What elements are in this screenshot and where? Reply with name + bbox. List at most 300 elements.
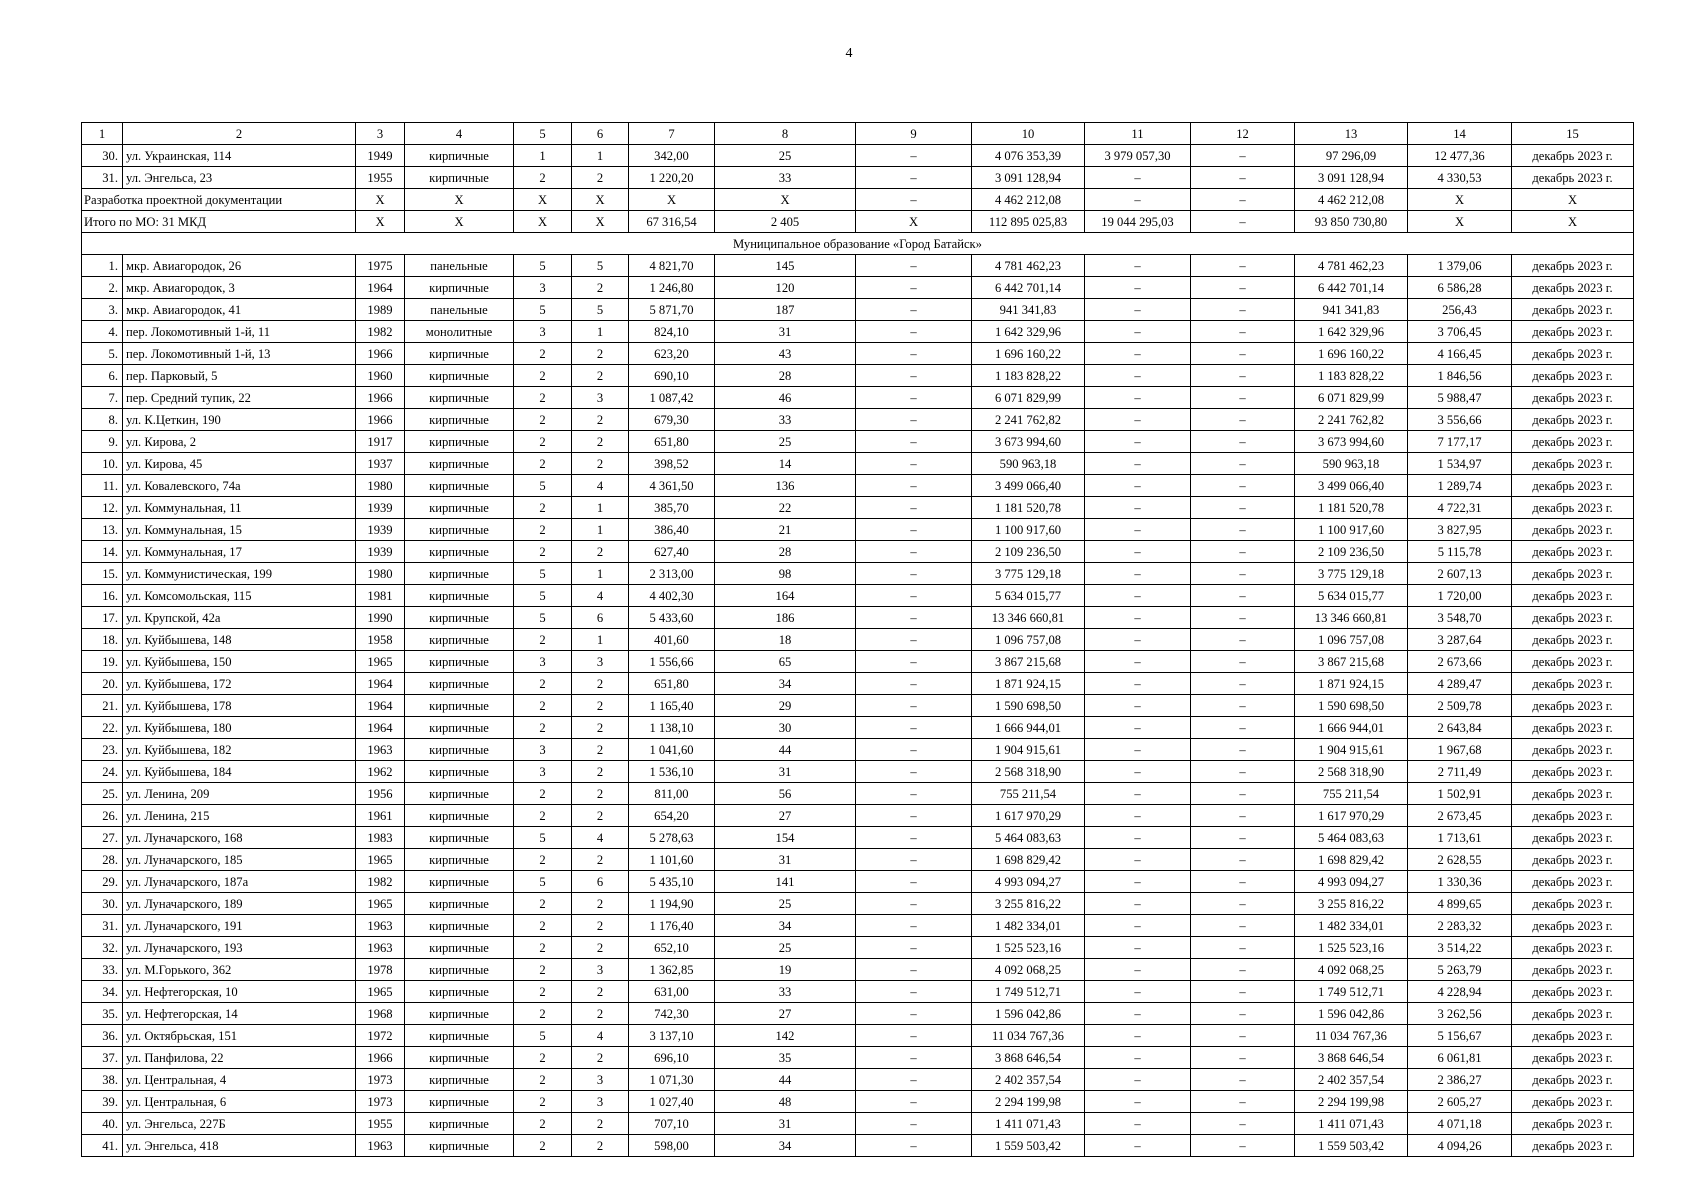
cell-res: 27 xyxy=(715,805,856,827)
cell-c13: 2 402 357,54 xyxy=(1295,1069,1408,1091)
cell-res: 33 xyxy=(715,981,856,1003)
cell-ent: 2 xyxy=(572,805,629,827)
address-cell: ул. Комсомольская, 115 xyxy=(123,585,356,607)
cell-c9: – xyxy=(856,805,972,827)
cell-ent: 3 xyxy=(572,1091,629,1113)
table-row xyxy=(82,299,1634,321)
cell-c9: – xyxy=(856,761,972,783)
cell-mat: кирпичные xyxy=(405,277,514,299)
cell-c11: – xyxy=(1085,805,1191,827)
cell-area: 824,10 xyxy=(629,321,715,343)
cell-year: 1990 xyxy=(356,607,405,629)
cell-c10: 1 590 698,50 xyxy=(972,695,1085,717)
table-row xyxy=(82,541,1634,563)
table-row xyxy=(82,409,1634,431)
cell-area: 1 041,60 xyxy=(629,739,715,761)
cell-year: 1965 xyxy=(356,849,405,871)
column-number-cell: 6 xyxy=(572,123,629,145)
cell-area: 627,40 xyxy=(629,541,715,563)
cell-c13: 2 241 762,82 xyxy=(1295,409,1408,431)
cell-mat: кирпичные xyxy=(405,453,514,475)
cell-fl: 3 xyxy=(514,739,572,761)
cell-c14: 256,43 xyxy=(1408,299,1512,321)
cell-c12: – xyxy=(1191,321,1295,343)
table-row xyxy=(82,387,1634,409)
cell-year: 1964 xyxy=(356,695,405,717)
row-number: 10. xyxy=(82,453,123,475)
cell-mat: X xyxy=(405,211,514,233)
cell-c9: – xyxy=(856,431,972,453)
cell-area: 679,30 xyxy=(629,409,715,431)
cell-fl: 2 xyxy=(514,695,572,717)
cell-res: 28 xyxy=(715,365,856,387)
table-row xyxy=(82,343,1634,365)
cell-ent: 2 xyxy=(572,541,629,563)
cell-ent: 1 xyxy=(572,145,629,167)
cell-c14: 5 115,78 xyxy=(1408,541,1512,563)
table-body xyxy=(82,123,1634,1157)
cell-fl: 2 xyxy=(514,541,572,563)
cell-fl: 5 xyxy=(514,255,572,277)
cell-ent: 2 xyxy=(572,673,629,695)
cell-c12: – xyxy=(1191,431,1295,453)
table-row xyxy=(82,1025,1634,1047)
cell-c12: – xyxy=(1191,365,1295,387)
cell-ent: 2 xyxy=(572,717,629,739)
cell-c11: – xyxy=(1085,255,1191,277)
cell-c10: 1 482 334,01 xyxy=(972,915,1085,937)
cell-c10: 11 034 767,36 xyxy=(972,1025,1085,1047)
table-row xyxy=(82,475,1634,497)
table-row xyxy=(82,255,1634,277)
page-number: 4 xyxy=(845,46,853,61)
cell-c15: декабрь 2023 г. xyxy=(1512,739,1634,761)
address-cell: ул. Куйбышева, 172 xyxy=(123,673,356,695)
cell-c9: – xyxy=(856,189,972,211)
cell-mat: кирпичные xyxy=(405,695,514,717)
cell-area: 5 435,10 xyxy=(629,871,715,893)
row-number: 17. xyxy=(82,607,123,629)
cell-c9: – xyxy=(856,937,972,959)
cell-c10: 941 341,83 xyxy=(972,299,1085,321)
cell-c13: 1 698 829,42 xyxy=(1295,849,1408,871)
row-number: 37. xyxy=(82,1047,123,1069)
cell-c10: 3 091 128,94 xyxy=(972,167,1085,189)
cell-c14: 2 711,49 xyxy=(1408,761,1512,783)
cell-c10: 3 673 994,60 xyxy=(972,431,1085,453)
cell-year: 1917 xyxy=(356,431,405,453)
table-row xyxy=(82,365,1634,387)
cell-res: 25 xyxy=(715,431,856,453)
table-row xyxy=(82,849,1634,871)
table-row xyxy=(82,1113,1634,1135)
cell-year: 1949 xyxy=(356,145,405,167)
cell-c10: 4 781 462,23 xyxy=(972,255,1085,277)
cell-c15: декабрь 2023 г. xyxy=(1512,299,1634,321)
cell-fl: 2 xyxy=(514,1069,572,1091)
cell-ent: 2 xyxy=(572,277,629,299)
cell-c12: – xyxy=(1191,607,1295,629)
cell-c9: – xyxy=(856,475,972,497)
cell-year: 1964 xyxy=(356,673,405,695)
cell-c13: 3 499 066,40 xyxy=(1295,475,1408,497)
cell-c11: – xyxy=(1085,585,1191,607)
cell-fl: 2 xyxy=(514,849,572,871)
cell-c13: 1 100 917,60 xyxy=(1295,519,1408,541)
cell-c10: 1 411 071,43 xyxy=(972,1113,1085,1135)
cell-c15: декабрь 2023 г. xyxy=(1512,1025,1634,1047)
address-cell: ул. Луначарского, 185 xyxy=(123,849,356,871)
row-number: 1. xyxy=(82,255,123,277)
address-cell: ул. Энгельса, 418 xyxy=(123,1135,356,1157)
column-number-cell: 15 xyxy=(1512,123,1634,145)
cell-year: X xyxy=(356,211,405,233)
row-number: 27. xyxy=(82,827,123,849)
cell-year: 1989 xyxy=(356,299,405,321)
cell-res: 44 xyxy=(715,739,856,761)
column-number-cell: 1 xyxy=(82,123,123,145)
cell-c15: декабрь 2023 г. xyxy=(1512,321,1634,343)
cell-year: 1972 xyxy=(356,1025,405,1047)
cell-year: 1983 xyxy=(356,827,405,849)
cell-fl: 2 xyxy=(514,673,572,695)
cell-c14: 6 061,81 xyxy=(1408,1047,1512,1069)
address-cell: ул. Луначарского, 191 xyxy=(123,915,356,937)
cell-c9: – xyxy=(856,871,972,893)
cell-c13: 1 482 334,01 xyxy=(1295,915,1408,937)
cell-year: 1973 xyxy=(356,1091,405,1113)
cell-c15: декабрь 2023 г. xyxy=(1512,431,1634,453)
cell-year: 1968 xyxy=(356,1003,405,1025)
address-cell: ул. Украинская, 114 xyxy=(123,145,356,167)
cell-fl: 3 xyxy=(514,651,572,673)
row-number: 28. xyxy=(82,849,123,871)
cell-ent: 4 xyxy=(572,475,629,497)
cell-c10: 4 462 212,08 xyxy=(972,189,1085,211)
cell-c15: декабрь 2023 г. xyxy=(1512,563,1634,585)
cell-ent: 2 xyxy=(572,1003,629,1025)
cell-c10: 590 963,18 xyxy=(972,453,1085,475)
cell-c9: – xyxy=(856,849,972,871)
cell-res: 44 xyxy=(715,1069,856,1091)
row-number: 30. xyxy=(82,145,123,167)
cell-year: 1966 xyxy=(356,387,405,409)
column-number-cell: 12 xyxy=(1191,123,1295,145)
row-number: 29. xyxy=(82,871,123,893)
cell-mat: кирпичные xyxy=(405,893,514,915)
cell-c9: – xyxy=(856,365,972,387)
row-number: 25. xyxy=(82,783,123,805)
table-row xyxy=(82,893,1634,915)
cell-year: 1939 xyxy=(356,497,405,519)
cell-ent: 2 xyxy=(572,167,629,189)
cell-c12: – xyxy=(1191,189,1295,211)
cell-c9: X xyxy=(856,211,972,233)
cell-fl: X xyxy=(514,189,572,211)
cell-c9: – xyxy=(856,541,972,563)
table-row xyxy=(82,1135,1634,1157)
cell-c10: 1 596 042,86 xyxy=(972,1003,1085,1025)
cell-c9: – xyxy=(856,453,972,475)
address-cell: ул. Луначарского, 168 xyxy=(123,827,356,849)
cell-c12: – xyxy=(1191,761,1295,783)
address-cell: ул. Крупской, 42а xyxy=(123,607,356,629)
cell-mat: кирпичные xyxy=(405,1047,514,1069)
cell-c9: – xyxy=(856,827,972,849)
cell-mat: кирпичные xyxy=(405,981,514,1003)
cell-c10: 2 241 762,82 xyxy=(972,409,1085,431)
cell-c10: 3 499 066,40 xyxy=(972,475,1085,497)
cell-c10: 5 634 015,77 xyxy=(972,585,1085,607)
cell-c15: декабрь 2023 г. xyxy=(1512,519,1634,541)
cell-mat: кирпичные xyxy=(405,849,514,871)
cell-res: 56 xyxy=(715,783,856,805)
cell-mat: кирпичные xyxy=(405,585,514,607)
cell-fl: 5 xyxy=(514,585,572,607)
cell-c12: – xyxy=(1191,827,1295,849)
cell-c13: 1 181 520,78 xyxy=(1295,497,1408,519)
cell-c12: – xyxy=(1191,783,1295,805)
cell-c9: – xyxy=(856,695,972,717)
cell-res: 31 xyxy=(715,321,856,343)
table-row xyxy=(82,915,1634,937)
cell-c13: 2 294 199,98 xyxy=(1295,1091,1408,1113)
cell-fl: 5 xyxy=(514,475,572,497)
cell-c11: – xyxy=(1085,673,1191,695)
cell-ent: 1 xyxy=(572,563,629,585)
table-row xyxy=(82,805,1634,827)
cell-res: 46 xyxy=(715,387,856,409)
cell-year: 1973 xyxy=(356,1069,405,1091)
cell-c9: – xyxy=(856,651,972,673)
table-row xyxy=(82,717,1634,739)
cell-c9: – xyxy=(856,959,972,981)
cell-mat: кирпичные xyxy=(405,409,514,431)
cell-c10: 1 181 520,78 xyxy=(972,497,1085,519)
cell-c11: 3 979 057,30 xyxy=(1085,145,1191,167)
cell-ent: 3 xyxy=(572,1069,629,1091)
cell-c11: – xyxy=(1085,1003,1191,1025)
cell-c15: декабрь 2023 г. xyxy=(1512,1003,1634,1025)
cell-c13: 2 568 318,90 xyxy=(1295,761,1408,783)
cell-c14: 1 379,06 xyxy=(1408,255,1512,277)
cell-c11: – xyxy=(1085,189,1191,211)
cell-mat: кирпичные xyxy=(405,1069,514,1091)
cell-mat: кирпичные xyxy=(405,497,514,519)
cell-res: 187 xyxy=(715,299,856,321)
address-cell: пер. Локомотивный 1-й, 11 xyxy=(123,321,356,343)
cell-area: 811,00 xyxy=(629,783,715,805)
address-cell: ул. Нефтегорская, 14 xyxy=(123,1003,356,1025)
cell-year: 1961 xyxy=(356,805,405,827)
cell-c11: – xyxy=(1085,1135,1191,1157)
cell-c10: 112 895 025,83 xyxy=(972,211,1085,233)
row-number: 26. xyxy=(82,805,123,827)
cell-c15: декабрь 2023 г. xyxy=(1512,937,1634,959)
cell-year: 1966 xyxy=(356,409,405,431)
table-row xyxy=(82,651,1634,673)
address-cell: ул. Октябрьская, 151 xyxy=(123,1025,356,1047)
cell-ent: 2 xyxy=(572,695,629,717)
table-row xyxy=(82,695,1634,717)
cell-c11: – xyxy=(1085,1069,1191,1091)
cell-area: 67 316,54 xyxy=(629,211,715,233)
cell-c9: – xyxy=(856,981,972,1003)
cell-c14: 2 673,45 xyxy=(1408,805,1512,827)
row-number: 32. xyxy=(82,937,123,959)
cell-fl: 3 xyxy=(514,761,572,783)
cell-c9: – xyxy=(856,563,972,585)
cell-c14: 2 643,84 xyxy=(1408,717,1512,739)
row-number: 20. xyxy=(82,673,123,695)
cell-c14: 3 827,95 xyxy=(1408,519,1512,541)
cell-area: 742,30 xyxy=(629,1003,715,1025)
cell-c11: – xyxy=(1085,387,1191,409)
cell-year: 1980 xyxy=(356,475,405,497)
cell-c12: – xyxy=(1191,871,1295,893)
cell-res: 31 xyxy=(715,849,856,871)
cell-ent: 2 xyxy=(572,849,629,871)
address-cell: ул. Куйбышева, 150 xyxy=(123,651,356,673)
cell-c12: – xyxy=(1191,585,1295,607)
cell-c11: – xyxy=(1085,453,1191,475)
cell-ent: 2 xyxy=(572,915,629,937)
cell-fl: 2 xyxy=(514,453,572,475)
cell-c10: 2 402 357,54 xyxy=(972,1069,1085,1091)
cell-year: 1955 xyxy=(356,167,405,189)
cell-c12: – xyxy=(1191,387,1295,409)
cell-c10: 2 568 318,90 xyxy=(972,761,1085,783)
column-number-cell: 3 xyxy=(356,123,405,145)
cell-c11: – xyxy=(1085,1113,1191,1135)
cell-c12: – xyxy=(1191,277,1295,299)
cell-area: 1 138,10 xyxy=(629,717,715,739)
cell-c10: 3 867 215,68 xyxy=(972,651,1085,673)
cell-mat: кирпичные xyxy=(405,959,514,981)
address-cell: ул. Кирова, 45 xyxy=(123,453,356,475)
cell-c11: – xyxy=(1085,607,1191,629)
cell-c15: декабрь 2023 г. xyxy=(1512,167,1634,189)
cell-c15: декабрь 2023 г. xyxy=(1512,387,1634,409)
cell-area: 1 220,20 xyxy=(629,167,715,189)
cell-c13: 5 634 015,77 xyxy=(1295,585,1408,607)
cell-c15: декабрь 2023 г. xyxy=(1512,849,1634,871)
cell-c13: 590 963,18 xyxy=(1295,453,1408,475)
cell-c9: – xyxy=(856,1003,972,1025)
cell-fl: 2 xyxy=(514,431,572,453)
cell-c11: – xyxy=(1085,1025,1191,1047)
cell-c14: 2 509,78 xyxy=(1408,695,1512,717)
cell-c12: – xyxy=(1191,937,1295,959)
cell-c14: 3 262,56 xyxy=(1408,1003,1512,1025)
cell-year: 1965 xyxy=(356,651,405,673)
row-number: 2. xyxy=(82,277,123,299)
address-cell: ул. М.Горького, 362 xyxy=(123,959,356,981)
cell-area: 1 027,40 xyxy=(629,1091,715,1113)
cell-ent: 3 xyxy=(572,651,629,673)
cell-area: 385,70 xyxy=(629,497,715,519)
cell-c14: 3 556,66 xyxy=(1408,409,1512,431)
cell-area: 5 433,60 xyxy=(629,607,715,629)
cell-res: 14 xyxy=(715,453,856,475)
cell-c13: 1 525 523,16 xyxy=(1295,937,1408,959)
cell-year: 1981 xyxy=(356,585,405,607)
cell-c10: 1 642 329,96 xyxy=(972,321,1085,343)
cell-c14: 4 094,26 xyxy=(1408,1135,1512,1157)
cell-area: 1 556,66 xyxy=(629,651,715,673)
cell-fl: 3 xyxy=(514,321,572,343)
cell-c13: 13 346 660,81 xyxy=(1295,607,1408,629)
cell-c12: – xyxy=(1191,673,1295,695)
cell-c12: – xyxy=(1191,1047,1295,1069)
table-row xyxy=(82,871,1634,893)
row-number: 31. xyxy=(82,915,123,937)
cell-c9: – xyxy=(856,255,972,277)
cell-c15: декабрь 2023 г. xyxy=(1512,805,1634,827)
cell-mat: X xyxy=(405,189,514,211)
cell-c11: – xyxy=(1085,651,1191,673)
table-row xyxy=(82,1003,1634,1025)
cell-c11: – xyxy=(1085,959,1191,981)
cell-c15: декабрь 2023 г. xyxy=(1512,981,1634,1003)
cell-ent: 1 xyxy=(572,497,629,519)
cell-year: 1978 xyxy=(356,959,405,981)
cell-fl: 3 xyxy=(514,277,572,299)
cell-c10: 1 183 828,22 xyxy=(972,365,1085,387)
cell-c15: декабрь 2023 г. xyxy=(1512,695,1634,717)
address-cell: мкр. Авиагородок, 41 xyxy=(123,299,356,321)
cell-ent: 2 xyxy=(572,981,629,1003)
cell-fl: 2 xyxy=(514,519,572,541)
cell-c11: – xyxy=(1085,497,1191,519)
cell-area: 5 871,70 xyxy=(629,299,715,321)
cell-fl: 2 xyxy=(514,1047,572,1069)
cell-res: 65 xyxy=(715,651,856,673)
cell-c12: – xyxy=(1191,453,1295,475)
row-number: 7. xyxy=(82,387,123,409)
cell-c9: – xyxy=(856,739,972,761)
cell-ent: 6 xyxy=(572,607,629,629)
cell-c13: 6 442 701,14 xyxy=(1295,277,1408,299)
cell-c14: 1 330,36 xyxy=(1408,871,1512,893)
cell-fl: 1 xyxy=(514,145,572,167)
table-row xyxy=(82,497,1634,519)
cell-mat: кирпичные xyxy=(405,1135,514,1157)
cell-c9: – xyxy=(856,167,972,189)
cell-c15: декабрь 2023 г. xyxy=(1512,343,1634,365)
cell-fl: 2 xyxy=(514,409,572,431)
cell-year: X xyxy=(356,189,405,211)
cell-res: 164 xyxy=(715,585,856,607)
cell-ent: 2 xyxy=(572,783,629,805)
cell-year: 1964 xyxy=(356,717,405,739)
cell-mat: кирпичные xyxy=(405,607,514,629)
cell-c11: – xyxy=(1085,365,1191,387)
cell-mat: кирпичные xyxy=(405,805,514,827)
cell-c12: – xyxy=(1191,959,1295,981)
cell-mat: кирпичные xyxy=(405,1113,514,1135)
cell-area: 1 087,42 xyxy=(629,387,715,409)
cell-area: 652,10 xyxy=(629,937,715,959)
cell-c10: 6 071 829,99 xyxy=(972,387,1085,409)
cell-ent: 2 xyxy=(572,893,629,915)
cell-res: 27 xyxy=(715,1003,856,1025)
table-row xyxy=(82,783,1634,805)
row-number: 11. xyxy=(82,475,123,497)
address-cell: ул. Энгельса, 227Б xyxy=(123,1113,356,1135)
cell-c9: – xyxy=(856,497,972,519)
cell-c11: – xyxy=(1085,299,1191,321)
